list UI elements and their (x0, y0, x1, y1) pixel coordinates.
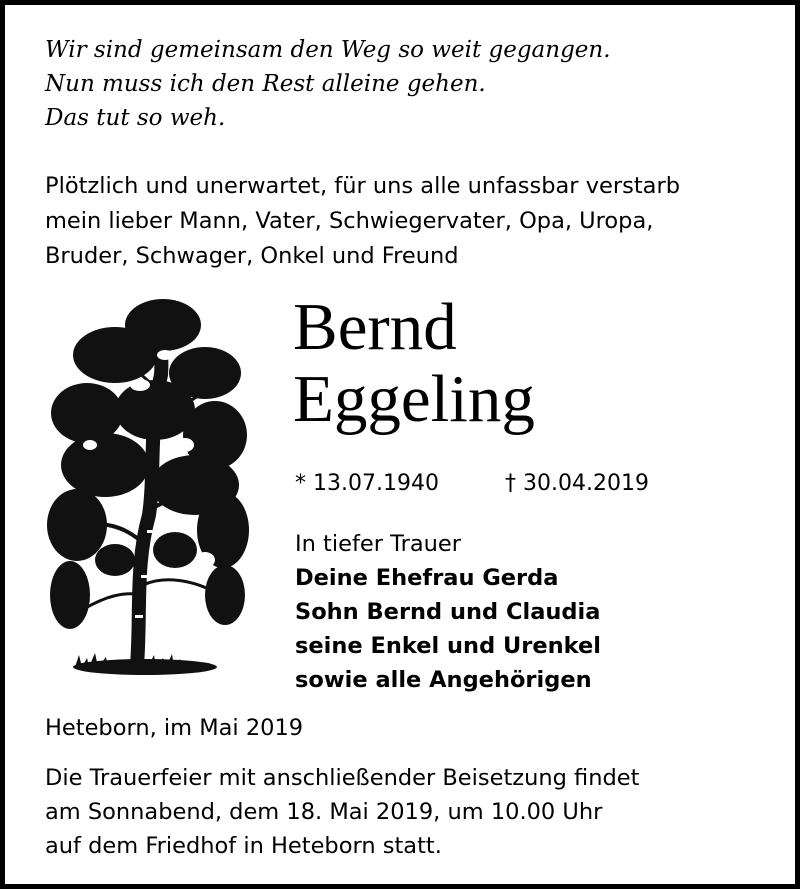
poem-line: Wir sind gemeinsam den Weg so weit gegangen. (45, 37, 611, 63)
first-name: Bernd (293, 290, 457, 364)
mourners-heading: In tiefer Trauer (295, 531, 461, 557)
birch-tree-icon (45, 295, 250, 683)
intro-line: Plötzlich und unerwartet, für uns alle unfassbar verstarb (45, 173, 680, 199)
intro-line: mein lieber Mann, Vater, Schwiegervater, Opa, Uropa, (45, 208, 654, 234)
mourner-line: seine Enkel und Urenkel (295, 633, 601, 659)
mourners (295, 527, 775, 697)
funeral-line: Die Trauerfeier mit anschließender Beisetzung findet (45, 765, 640, 791)
poem-line: Das tut so weh. (45, 105, 226, 131)
funeral-line: am Sonnabend, dem 18. Mai 2019, um 10.00 Uhr (45, 799, 603, 825)
last-name: Eggeling (293, 362, 535, 436)
intro-text (45, 169, 765, 274)
poem-line: Nun muss ich den Rest alleine gehen. (45, 71, 486, 97)
funeral-info (45, 761, 765, 863)
birth-date: * 13.07.1940 (295, 471, 439, 496)
mourner-line: Sohn Bernd und Claudia (295, 599, 601, 625)
death-date: † 30.04.2019 (505, 471, 649, 496)
place-date: Heteborn, im Mai 2019 (45, 715, 304, 741)
intro-line: Bruder, Schwager, Onkel und Freund (45, 243, 459, 269)
mourner-line: sowie alle Angehörigen (295, 667, 592, 693)
deceased-name (293, 291, 535, 435)
mourner-line: Deine Ehefrau Gerda (295, 565, 559, 591)
poem (45, 33, 765, 135)
funeral-line: auf dem Friedhof in Heteborn statt. (45, 833, 442, 859)
